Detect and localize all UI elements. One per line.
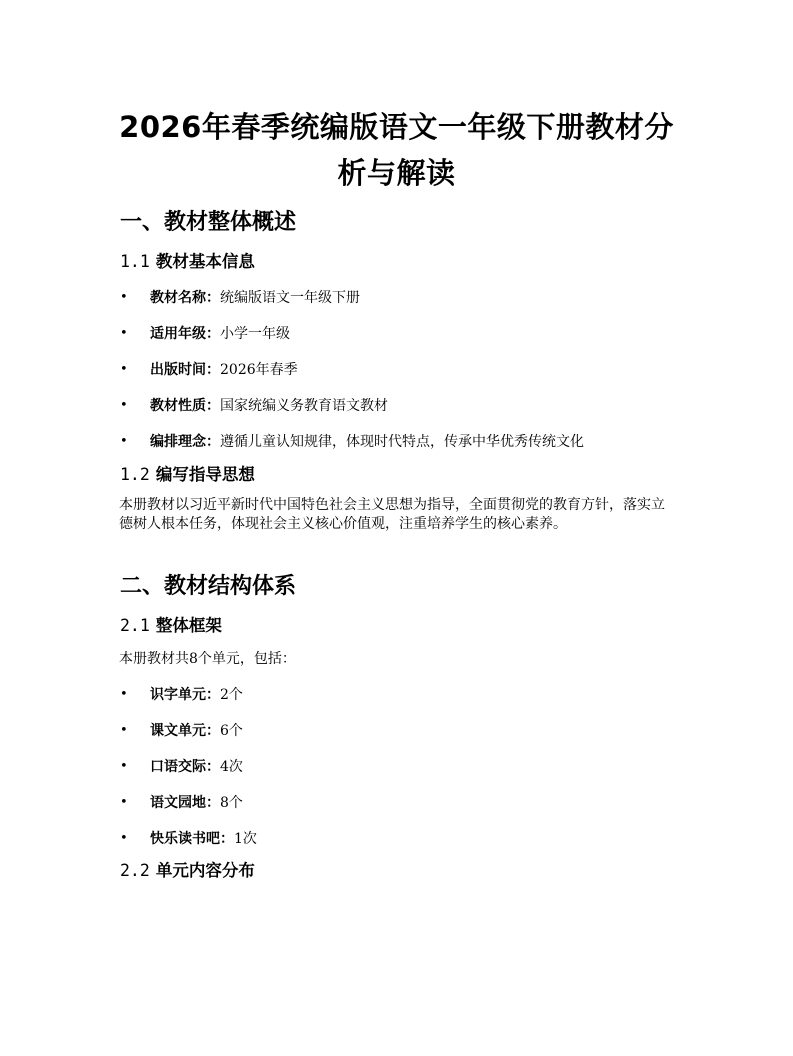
section-heading-2: 二、教材结构体系 bbox=[120, 574, 297, 599]
subsection-heading-2-1 bbox=[120, 614, 222, 638]
item-key: 识字单元： bbox=[150, 687, 220, 703]
bullet-icon: • bbox=[120, 398, 128, 413]
item-key: 出版时间： bbox=[150, 362, 220, 378]
subsection-title: 教材基本信息 bbox=[155, 252, 255, 271]
list-item bbox=[120, 287, 584, 323]
item-value: 6个 bbox=[220, 723, 243, 739]
item-key: 课文单元： bbox=[150, 723, 220, 739]
item-value: 4次 bbox=[220, 759, 243, 775]
bullet-icon: • bbox=[120, 795, 128, 810]
bullet-icon: • bbox=[120, 290, 128, 305]
item-value: 小学一年级 bbox=[220, 326, 290, 342]
subsection-number: 1.1 bbox=[120, 252, 150, 271]
document-title: 2026年春季统编版语文一年级下册教材分析与解读 bbox=[119, 110, 674, 190]
list-item bbox=[120, 684, 257, 720]
item-value: 2个 bbox=[220, 687, 243, 703]
list-item bbox=[120, 395, 584, 431]
item-key: 语文园地： bbox=[150, 795, 220, 811]
subsection-number: 2.2 bbox=[120, 861, 150, 880]
item-value: 1次 bbox=[234, 831, 257, 847]
subsection-number: 1.2 bbox=[120, 465, 150, 484]
item-key: 口语交际： bbox=[150, 759, 220, 775]
item-value: 国家统编义务教育语文教材 bbox=[220, 398, 388, 414]
bullet-icon: • bbox=[120, 759, 128, 774]
list-item bbox=[120, 720, 257, 756]
bullet-icon: • bbox=[120, 723, 128, 738]
item-key: 适用年级： bbox=[150, 326, 220, 342]
section-heading-1: 一、教材整体概述 bbox=[120, 210, 297, 235]
subsection-heading-2-2 bbox=[120, 859, 255, 883]
subsection-title: 整体框架 bbox=[155, 616, 222, 635]
item-value: 8个 bbox=[220, 795, 243, 811]
subsection-heading-1-1 bbox=[120, 250, 255, 274]
basic-info-list bbox=[120, 287, 584, 467]
bullet-icon: • bbox=[120, 362, 128, 377]
subsection-number: 2.1 bbox=[120, 616, 150, 635]
bullet-icon: • bbox=[120, 687, 128, 702]
guiding-principle-paragraph: 本册教材以习近平新时代中国特色社会主义思想为指导，全面贯彻党的教育方针，落实立德树人根本任务，体现社会主义核心价值观，注重培养学生的核心素养。 bbox=[119, 497, 665, 532]
bullet-icon: • bbox=[120, 326, 128, 341]
bullet-icon: • bbox=[120, 434, 128, 449]
item-value: 统编版语文一年级下册 bbox=[220, 290, 360, 306]
framework-list bbox=[120, 684, 257, 864]
list-item bbox=[120, 359, 584, 395]
item-key: 教材性质： bbox=[150, 398, 220, 414]
list-item bbox=[120, 323, 584, 359]
list-item bbox=[120, 792, 257, 828]
item-value: 遵循儿童认知规律，体现时代特点，传承中华优秀传统文化 bbox=[220, 434, 584, 450]
item-key: 快乐读书吧： bbox=[150, 831, 234, 847]
subsection-heading-1-2 bbox=[120, 463, 255, 487]
item-key: 教材名称： bbox=[150, 290, 220, 306]
list-item bbox=[120, 756, 257, 792]
item-value: 2026年春季 bbox=[220, 362, 298, 378]
subsection-title: 单元内容分布 bbox=[155, 861, 255, 880]
list-item bbox=[120, 431, 584, 467]
bullet-icon: • bbox=[120, 831, 128, 846]
subsection-title: 编写指导思想 bbox=[155, 465, 255, 484]
item-key: 编排理念： bbox=[150, 434, 220, 450]
framework-intro: 本册教材共8个单元，包括： bbox=[119, 651, 296, 667]
